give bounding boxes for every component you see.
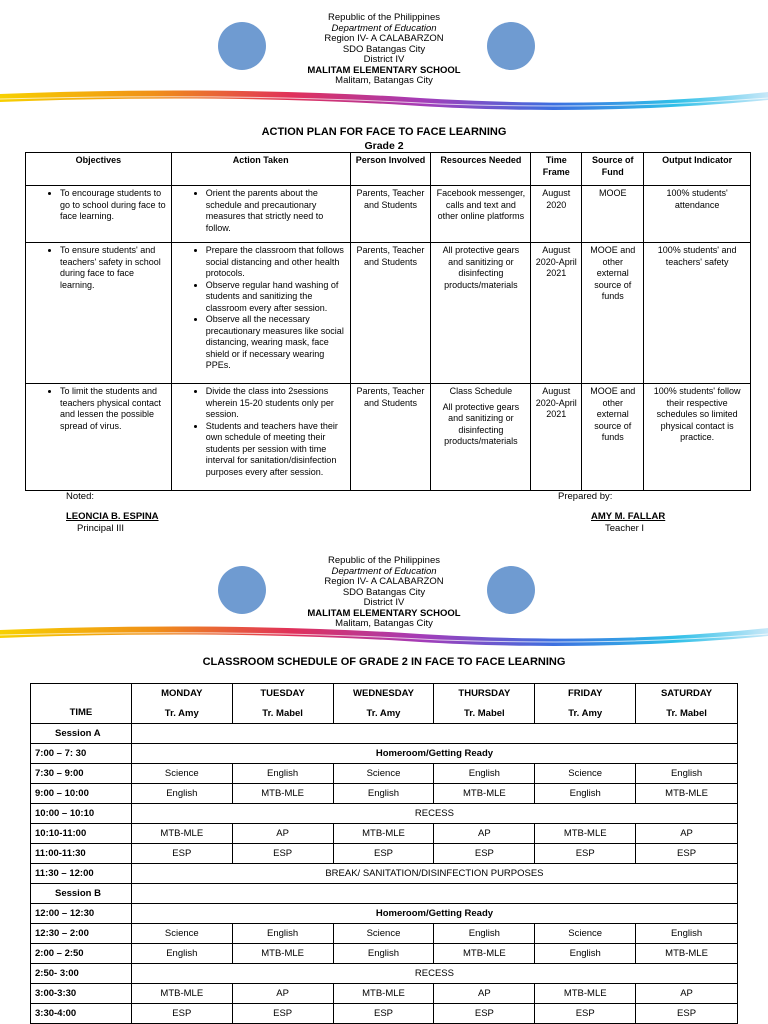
subject-cell: MTB-MLE — [434, 944, 535, 964]
time-cell: Session A — [31, 724, 132, 744]
schedule-table — [30, 683, 738, 1024]
session-spacer-cell — [131, 724, 737, 744]
subject-cell: AP — [232, 984, 333, 1004]
day-name: SATURDAY — [660, 687, 713, 699]
letterhead-republic: Republic of the Philippines — [328, 555, 440, 566]
merged-activity-cell: Homeroom/Getting Ready — [131, 744, 737, 764]
action-item: • Observe regular hand washing of students and sanitizing the classroom every after session. — [206, 280, 347, 315]
time-header-label: TIME — [69, 706, 93, 718]
subject-cell: English — [434, 764, 535, 784]
subject-cell: Science — [333, 924, 434, 944]
resources-cell — [431, 186, 531, 243]
col-time-frame: Time Frame — [531, 153, 582, 186]
subject-cell: AP — [636, 984, 738, 1004]
time-cell: 2:50- 3:00 — [31, 964, 132, 984]
action-plan-table — [25, 152, 751, 491]
teacher-name: Tr. Mabel — [666, 708, 707, 719]
time-cell: 7:30 – 9:00 — [31, 764, 132, 784]
day-header — [131, 684, 232, 724]
time-cell: 7:00 – 7: 30 — [31, 744, 132, 764]
action-item: • Students and teachers have their own schedule of meeting their students per session with time interval for sanitation/disinfection purposes every after session. — [206, 421, 347, 479]
time-cell: 12:30 – 2:00 — [31, 924, 132, 944]
col-resources-needed: Resources Needed — [431, 153, 531, 186]
action-item: • Prepare the classroom that follows social distancing and other health protocols. — [206, 245, 347, 280]
time-cell: 11:30 – 12:00 — [31, 864, 132, 884]
subject-cell: English — [333, 944, 434, 964]
noted-name: LEONCIA B. ESPINA — [66, 511, 159, 522]
person-cell: Parents, Teacher and Students — [350, 186, 431, 243]
schedule-row — [31, 864, 738, 884]
day-name: MONDAY — [161, 687, 203, 699]
teacher-name: Tr. Mabel — [464, 708, 505, 719]
subject-cell: ESP — [333, 844, 434, 864]
schedule-header-row — [31, 684, 738, 724]
subject-cell: MTB-MLE — [232, 784, 333, 804]
day-header — [535, 684, 636, 724]
letterhead-division: SDO Batangas City — [342, 586, 426, 598]
subject-cell: MTB-MLE — [232, 944, 333, 964]
time-cell: 12:00 – 12:30 — [31, 904, 132, 924]
subject-cell: ESP — [434, 1004, 535, 1024]
subject-cell: AP — [434, 984, 535, 1004]
day-name: THURSDAY — [458, 687, 511, 699]
time-cell: 10:10-11:00 — [31, 824, 132, 844]
action-plan-grade: Grade 2 — [364, 140, 404, 152]
schedule-row — [31, 984, 738, 1004]
letterhead-region: Region IV- A CALABARZON — [324, 33, 444, 44]
schedule-body — [31, 724, 738, 1024]
output-cell: 100% students' and teachers' safety — [644, 243, 751, 384]
merged-activity-cell: RECESS — [131, 964, 737, 984]
schedule-row — [31, 884, 738, 904]
action-plan-title: ACTION PLAN FOR FACE TO FACE LEARNING — [261, 126, 507, 138]
subject-cell: AP — [232, 824, 333, 844]
noted-label: Noted: — [66, 491, 94, 502]
objective-cell — [26, 243, 172, 384]
day-header — [333, 684, 434, 724]
subject-cell: English — [232, 764, 333, 784]
time-header — [31, 684, 132, 724]
action-item: • Observe all the necessary precautionary measures like social distancing, wearing mask, face shield or if necessary wearing PPEs. — [206, 314, 347, 372]
action-cell — [171, 243, 350, 384]
letterhead-region: Region IV- A CALABARZON — [324, 576, 444, 587]
time-cell: 9:00 – 10:00 — [31, 784, 132, 804]
subject-cell: ESP — [232, 844, 333, 864]
action-cell — [171, 186, 350, 243]
schedule-row — [31, 784, 738, 804]
person-cell: Parents, Teacher and Students — [350, 243, 431, 384]
schedule-row — [31, 744, 738, 764]
schedule-row — [31, 1004, 738, 1024]
plan-row — [26, 243, 751, 384]
fund-cell: MOOE — [582, 186, 644, 243]
prepared-label: Prepared by: — [558, 491, 613, 502]
fund-cell: MOOE and other external source of funds — [582, 384, 644, 491]
time-cell: Session B — [31, 884, 132, 904]
col-person-involved: Person Involved — [350, 153, 431, 186]
objective-cell — [26, 186, 172, 243]
schedule-row — [31, 944, 738, 964]
resources-cell — [431, 243, 531, 384]
col-objectives: Objectives — [26, 153, 172, 186]
session-spacer-cell — [131, 884, 737, 904]
subject-cell: MTB-MLE — [333, 824, 434, 844]
resource-item: Class Schedule — [449, 386, 513, 396]
resource-item: All protective gears and sanitizing or disinfecting products/materials — [442, 245, 520, 290]
col-action-taken: Action Taken — [171, 153, 350, 186]
day-header — [434, 684, 535, 724]
action-item: • Divide the class into 2sessions wherein 15-20 students only per session. — [206, 386, 347, 421]
subject-cell: MTB-MLE — [636, 944, 738, 964]
schedule-row — [31, 824, 738, 844]
objective-text: • To limit the students and teachers physical contact and lessen the possible spread of virus. — [60, 386, 168, 432]
merged-activity-cell: RECESS — [131, 804, 737, 824]
subject-cell: ESP — [333, 1004, 434, 1024]
letterhead-school: MALITAM ELEMENTARY SCHOOL — [307, 607, 461, 619]
teacher-name: Tr. Amy — [568, 708, 603, 719]
action-cell — [171, 384, 350, 491]
subject-cell: ESP — [434, 844, 535, 864]
subject-cell: AP — [434, 824, 535, 844]
subject-cell: ESP — [636, 844, 738, 864]
subject-cell: Science — [333, 764, 434, 784]
col-source-of-fund: Source of Fund — [582, 153, 644, 186]
day-name: WEDNESDAY — [353, 687, 414, 699]
letterhead-district: District IV — [363, 597, 405, 608]
time-cell: 11:00-11:30 — [31, 844, 132, 864]
subject-cell: English — [131, 944, 232, 964]
schedule-row — [31, 844, 738, 864]
subject-cell: MTB-MLE — [636, 784, 738, 804]
letterhead-district: District IV — [363, 54, 405, 65]
schedule-row — [31, 964, 738, 984]
letterhead-school: MALITAM ELEMENTARY SCHOOL — [307, 64, 461, 76]
merged-activity-cell: Homeroom/Getting Ready — [131, 904, 737, 924]
teacher-name: Tr. Mabel — [262, 708, 303, 719]
rainbow-divider-bottom — [0, 622, 768, 648]
day-name: FRIDAY — [567, 687, 603, 699]
time-frame-cell: August 2020-April 2021 — [531, 243, 582, 384]
noted-position: Principal III — [77, 523, 124, 534]
time-frame-cell: August 2020-April 2021 — [531, 384, 582, 491]
subject-cell: ESP — [535, 844, 636, 864]
subject-cell: MTB-MLE — [333, 984, 434, 1004]
subject-cell: English — [232, 924, 333, 944]
time-cell: 3:00-3:30 — [31, 984, 132, 1004]
letterhead-top — [0, 13, 768, 87]
schedule-row — [31, 764, 738, 784]
person-cell: Parents, Teacher and Students — [350, 384, 431, 491]
subject-cell: Science — [131, 924, 232, 944]
time-cell: 3:30-4:00 — [31, 1004, 132, 1024]
subject-cell: MTB-MLE — [131, 984, 232, 1004]
objective-text: • To encourage students to go to school during face to face learning. — [60, 188, 168, 223]
output-cell: 100% students' attendance — [644, 186, 751, 243]
subject-cell: Science — [131, 764, 232, 784]
subject-cell: Science — [535, 924, 636, 944]
letterhead-department: Department of Education — [331, 565, 437, 577]
objective-text: • To ensure students' and teachers' safety in school during face to face learning. — [60, 245, 168, 291]
subject-cell: MTB-MLE — [131, 824, 232, 844]
subject-cell: English — [434, 924, 535, 944]
letterhead-division: SDO Batangas City — [342, 43, 426, 55]
teacher-name: Tr. Amy — [164, 708, 199, 719]
day-header — [232, 684, 333, 724]
day-name: TUESDAY — [260, 687, 305, 699]
subject-cell: Science — [535, 764, 636, 784]
merged-activity-cell: BREAK/ SANITATION/DISINFECTION PURPOSES — [131, 864, 737, 884]
action-item: • Orient the parents about the schedule and precautionary measures that strictly need to follow. — [206, 188, 347, 234]
resources-cell — [431, 384, 531, 491]
subject-cell: English — [636, 924, 738, 944]
schedule-row — [31, 804, 738, 824]
subject-cell: ESP — [232, 1004, 333, 1024]
schedule-row — [31, 724, 738, 744]
fund-cell: MOOE and other external source of funds — [582, 243, 644, 384]
subject-cell: ESP — [131, 1004, 232, 1024]
time-cell: 10:00 – 10:10 — [31, 804, 132, 824]
output-cell: 100% students' follow their respective schedules so limited physical contact is practice. — [644, 384, 751, 491]
resource-item: Facebook messenger, calls and text and other online platforms — [436, 188, 526, 221]
letterhead-republic: Republic of the Philippines — [328, 12, 440, 23]
prepared-name: AMY M. FALLAR — [591, 511, 666, 522]
letterhead-address: Malitam, Batangas City — [335, 618, 433, 629]
schedule-row — [31, 924, 738, 944]
subject-cell: ESP — [535, 1004, 636, 1024]
subject-cell: AP — [636, 824, 738, 844]
rainbow-divider-top — [0, 86, 768, 112]
time-frame-cell: August 2020 — [531, 186, 582, 243]
subject-cell: English — [535, 944, 636, 964]
subject-cell: ESP — [636, 1004, 738, 1024]
time-cell: 2:00 – 2:50 — [31, 944, 132, 964]
letterhead-bottom — [0, 556, 768, 630]
subject-cell: English — [636, 764, 738, 784]
plan-row — [26, 186, 751, 243]
letterhead-department: Department of Education — [331, 22, 437, 34]
subject-cell: MTB-MLE — [535, 984, 636, 1004]
prepared-position: Teacher I — [605, 523, 645, 534]
subject-cell: MTB-MLE — [535, 824, 636, 844]
objective-cell — [26, 384, 172, 491]
teacher-name: Tr. Amy — [366, 708, 401, 719]
subject-cell: English — [131, 784, 232, 804]
day-header — [636, 684, 738, 724]
plan-header-row — [26, 153, 751, 186]
schedule-title: CLASSROOM SCHEDULE OF GRADE 2 IN FACE TO FACE LEARNING — [202, 656, 566, 668]
plan-row — [26, 384, 751, 491]
subject-cell: MTB-MLE — [434, 784, 535, 804]
schedule-row — [31, 904, 738, 924]
subject-cell: ESP — [131, 844, 232, 864]
subject-cell: English — [333, 784, 434, 804]
resource-item: All protective gears and sanitizing or disinfecting products/materials — [442, 401, 520, 446]
col-output-indicator: Output Indicator — [644, 153, 751, 186]
subject-cell: English — [535, 784, 636, 804]
letterhead-address: Malitam, Batangas City — [335, 75, 433, 86]
